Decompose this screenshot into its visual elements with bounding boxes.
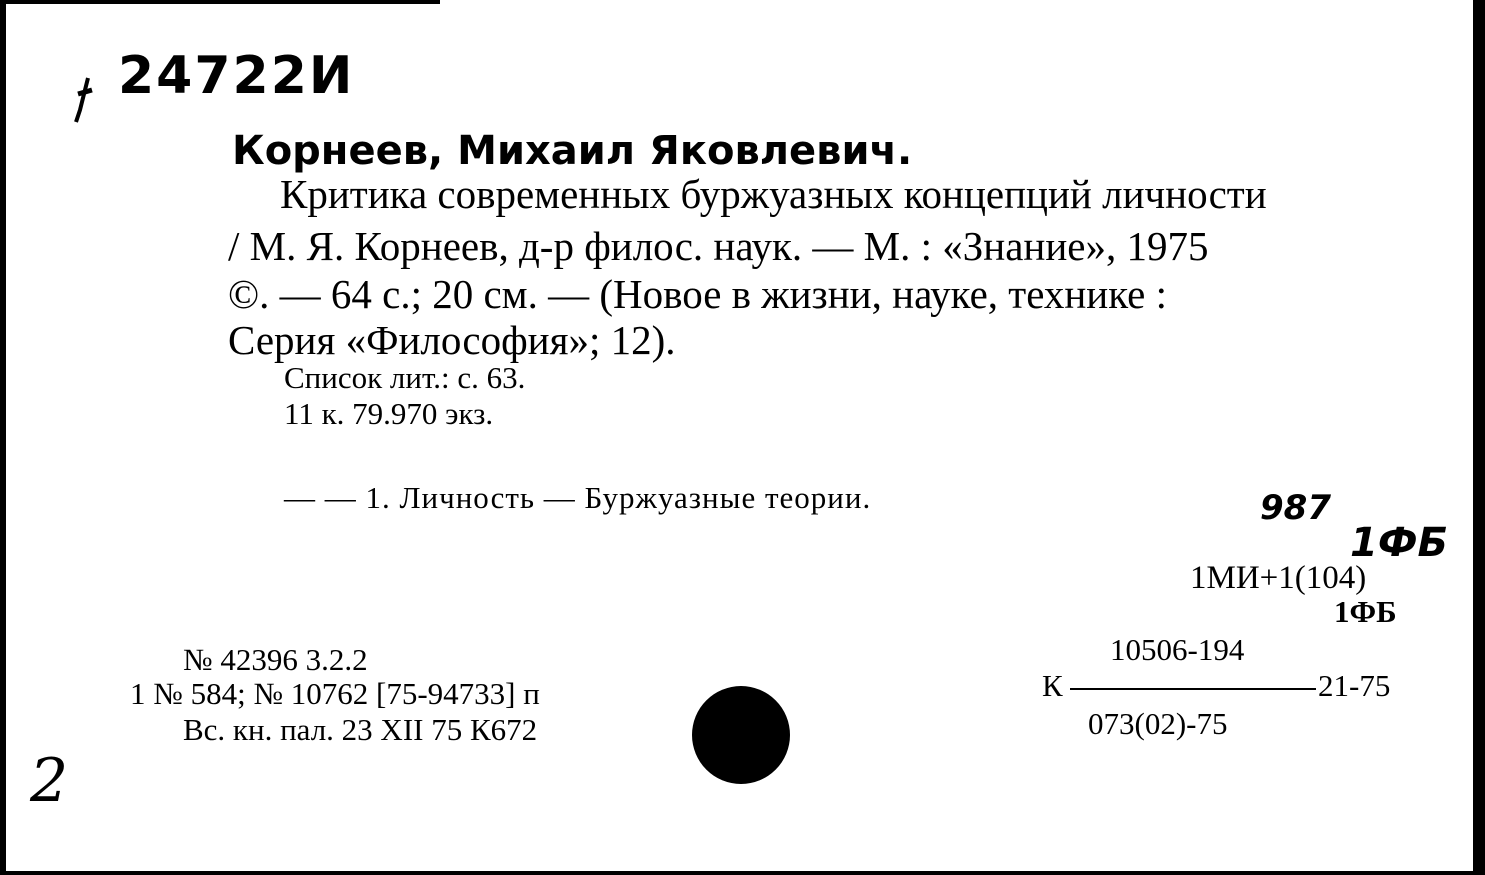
- card-edge-right: [1473, 0, 1485, 875]
- inventory-number: 24722И: [118, 46, 355, 106]
- pen-mark-icon: [74, 76, 94, 124]
- k-fraction-line: [1070, 688, 1316, 690]
- card-edge-left: [0, 0, 6, 875]
- registration-number-2: 1 № 584; № 10762 [75-94733] п: [130, 676, 540, 711]
- price-print-run: 11 к. 79.970 экз.: [284, 396, 494, 431]
- punch-hole: [692, 686, 790, 784]
- description-line-2: / М. Я. Корнеев, д-р филос. наук. — М. : «Знание», 1975: [228, 223, 1209, 269]
- k-denominator: 073(02)-75: [1088, 706, 1228, 741]
- k-prefix: К: [1042, 668, 1063, 703]
- registration-number-3: Вс. кн. пал. 23 XII 75 К672: [183, 712, 538, 747]
- k-numerator: 10506-194: [1110, 632, 1245, 667]
- card-edge-top: [0, 0, 440, 4]
- handwritten-corner-number: 2: [30, 746, 69, 816]
- k-suffix: 21-75: [1318, 668, 1391, 703]
- description-line-3: ©. — 64 с.; 20 см. — (Новое в жизни, науке, технике :: [228, 271, 1167, 317]
- subject-heading: — — 1. Личность — Буржуазные теории.: [284, 480, 872, 515]
- handwritten-mark: 1ФБ: [1350, 520, 1448, 566]
- handwritten-code: 987: [1260, 488, 1331, 528]
- bibliography-note: Список лит.: с. 63.: [284, 360, 526, 395]
- classification-index-2: 1ФБ: [1334, 594, 1397, 629]
- card-edge-bottom: [0, 871, 1485, 875]
- classification-index: 1МИ+1(104): [1190, 560, 1367, 596]
- author-heading: Корнеев, Михаил Яковлевич.: [232, 128, 913, 174]
- registration-number-1: № 42396 3.2.2: [183, 642, 368, 677]
- description-line-4: Серия «Философия»; 12).: [228, 317, 676, 363]
- description-line-1: Критика современных буржуазных концепций личности: [280, 171, 1267, 217]
